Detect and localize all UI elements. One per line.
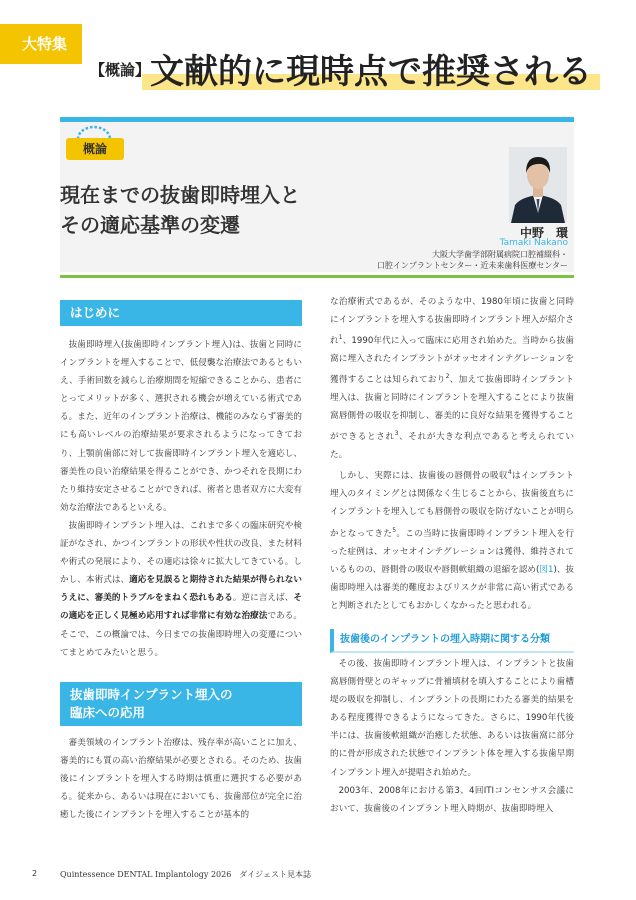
intro-p2-bold-2: その適応を正しく見極め応用すれば非常に有効な治療法 xyxy=(60,593,302,622)
right-column xyxy=(330,293,574,818)
left-column xyxy=(60,300,302,824)
intro-p2-text-c: 。逆に言えば、 xyxy=(232,593,294,604)
page-number: 2 xyxy=(32,869,38,878)
intro-paragraph-1: 抜歯即時埋入(抜歯即時インプラント埋入)は、抜歯と同時にインプラントを埋入することで、低侵襲な治療法であるともいえ、手術回数を減らし治療期間を短縮できることから、患者にとってメリットが多く、選択される機会が増えている術式である。また、近年のインプラント治療は、機能のみならず審美的にも高いレベルの治療結果が要求されるようになってきており、上顎前歯部に対して抜歯即時インプラント埋入を適応し、審美性の良い治療結果を得ることができ、かつそれを長期にわたり維持安定させることができれば、術者と患者双方に大変有効な治療法であるといえる。 xyxy=(60,340,302,513)
history-paragraph-2 xyxy=(330,464,574,614)
figure-1-link[interactable]: 図1 xyxy=(539,564,554,575)
author-name: 中野 環 xyxy=(519,226,568,240)
feature-tag: 大特集 xyxy=(0,24,82,64)
timing-paragraph-1: その後、抜歯即時インプラント埋入は、インプラントと抜歯窩唇側骨壁とのギャップに骨補填材を填入することにより歯槽堤の吸収を抑制し、インプラントの長期にわたる審美的結果をある程度獲得できるようになってきた。さらに、1990年代後半には、抜歯後軟組織が治癒した状態、あるいは抜歯窩に部分的に骨が形成された状態でインプラント体を埋入する抜歯早期インプラント埋入が提唱され始めた。 xyxy=(330,658,574,778)
headline-main: 文献的に現時点で推奨される xyxy=(150,52,593,92)
reference-5: 5 xyxy=(392,526,397,534)
affiliation-line2: 口腔インプラントセンター・近未来歯科医療センター xyxy=(376,261,568,270)
category-badge: 概論 xyxy=(66,138,124,160)
headline xyxy=(90,44,610,94)
intro-p2-text-d: である。そこで、この概論では、今日までの抜歯即時埋入の変遷についてまとめてみたいと思う。 xyxy=(60,611,302,658)
history-p2-b: はインプラント埋入のタイミングとは関係なく生じることから、抜歯後直ちにインプラントを埋入しても唇側骨の吸収を防げないことが明らかとなってきた xyxy=(330,471,574,539)
author-name-roman: Tamaki Nakano xyxy=(499,238,568,248)
affiliation-line1: 大阪大学歯学部附属病院口腔補綴科・ xyxy=(432,250,568,259)
section-heading-clinical xyxy=(60,682,302,726)
footer-publication: Quintessence DENTAL Implantology 2026 ダイジェスト見本誌 xyxy=(60,870,311,879)
reference-1: 1 xyxy=(338,334,343,342)
article-title-line1: 現在までの抜歯即時埋入と xyxy=(60,183,300,207)
author-affiliation xyxy=(330,249,568,271)
reference-2: 2 xyxy=(445,373,450,381)
history-p2-c: 。この当時に抜歯即時インプラント埋入を行った症例は、オッセオインテグレーションは獲得、維持されているものの、唇側骨の吸収や唇側軟組織の退縮を認め( xyxy=(330,528,574,575)
section-heading-intro: はじめに xyxy=(60,300,302,326)
author-photo xyxy=(509,147,567,223)
reference-4: 4 xyxy=(507,469,512,477)
author-portrait-icon xyxy=(509,147,567,223)
history-p2-a: しかし、実際には、抜歯後の唇側骨の吸収 xyxy=(338,471,508,482)
history-p1-c: 、加えて抜歯即時インプラント埋入は、抜歯と同時にインプラントを埋入することにより抜歯窩唇側骨の吸収を抑制し、審美的に良好な結果を獲得することができるとされ xyxy=(330,375,574,443)
headline-bracket: 【概論】 xyxy=(90,61,151,79)
article-title xyxy=(60,180,480,240)
header-bottom-rule xyxy=(60,275,574,278)
clinical-heading-line1: 抜歯即時インプラント埋入の xyxy=(70,686,233,702)
history-paragraph-1 xyxy=(330,293,574,464)
history-p1-b: 、1990年代に入って臨床に応用され始めた。当時から抜歯窩に埋入されたインプラントがオッセオインテグレーションを獲得することは知られており xyxy=(330,336,574,386)
intro-paragraph-2 xyxy=(60,517,302,662)
timing-paragraph-2: 2003年、2008年における第3、4回ITIコンセンサス会議において、抜歯後のインプラント埋入時期が、抜歯即時埋入 xyxy=(330,785,574,814)
clinical-heading-line2: 臨床への応用 xyxy=(70,704,146,720)
article-title-line2: その適応基準の変遷 xyxy=(60,213,240,237)
reference-3: 3 xyxy=(394,430,399,438)
subheading-timing-classification: 抜歯後のインプラントの埋入時期に関する分類 xyxy=(330,629,574,653)
history-p1-a: な治療術式であるが、そのような中、1980年頃に抜歯と同時にインプラントを埋入する抜歯即時インプラント埋入が紹介され xyxy=(330,297,574,347)
history-p1-d: 、それが大きな利点であると考えられていた。 xyxy=(330,432,574,461)
history-p2-d: )、抜歯即時埋入は審美的難度およびリスクが非常に高い術式であると判断されたとしてもおかしくなかったと思われる。 xyxy=(330,564,575,611)
intro-p2-bold-1: 適応を見誤ると期待された結果が得られないうえに、審美的トラブルをまねく恐れもある xyxy=(60,575,302,604)
clinical-paragraph: 審美領域のインプラント治療は、残存率が高いことに加え、審美的にも質の高い治療結果が必要とされる。そのため、抜歯後にインプラントを埋入する時期は慎重に選択する必要がある。従来から、あるいは現在においても、抜歯部位が完全に治癒した後にインプラントを埋入することが基本的 xyxy=(60,737,302,821)
intro-p2-text-a: 抜歯即時インプラント埋入は、これまで多くの臨床研究や検証がなされ、かつインプラントの形状や性状の改良、また材料や術式の発展により、その適応は徐々に拡大してきている。しかし、本術式は、 xyxy=(60,520,302,586)
